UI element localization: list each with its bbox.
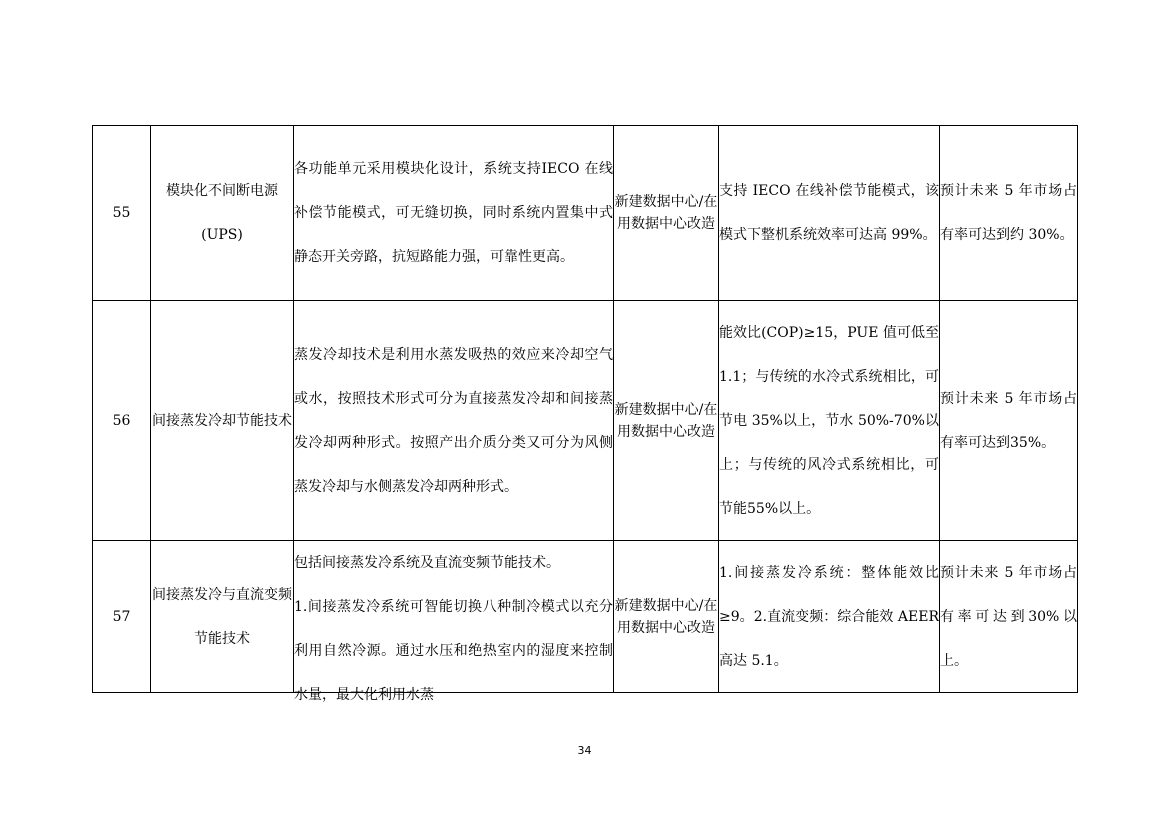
- technology-name: 间接蒸发冷却节能技术: [151, 301, 294, 541]
- description-line: 包括间接蒸发冷系统及直流变频节能技术。: [294, 555, 560, 571]
- market-forecast: 预计未来 5 年市场占有率可达到30%以上。: [940, 541, 1078, 693]
- table-row: [93, 126, 1078, 301]
- row-number: 57: [93, 541, 151, 693]
- row-number: 55: [93, 126, 151, 301]
- table-row: [93, 541, 1078, 693]
- application-scenario: 新建数据中心/在用数据中心改造: [614, 541, 719, 693]
- market-forecast: 预计未来 5 年市场占有率可达到约 30%。: [940, 126, 1078, 301]
- market-forecast: 预计未来 5 年市场占有率可达到35%。: [940, 301, 1078, 541]
- technology-description: [294, 541, 614, 703]
- performance-indicator: 支持 IECO 在线补偿节能模式，该模式下整机系统效率可达高 99%。: [719, 126, 940, 301]
- performance-indicator: 能效比(COP)≥15，PUE 值可低至 1.1；与传统的水冷式系统相比，可节电 35%以上，节水 50%-70%以上；与传统的风冷式系统相比，可节能55%以上。: [719, 301, 940, 541]
- performance-indicator: 1.间接蒸发冷系统：整体能效比≥9。2.直流变频：综合能效 AEER 高达 5.1。: [719, 541, 940, 693]
- technology-description: 蒸发冷却技术是利用水蒸发吸热的效应来冷却空气或水，按照技术形式可分为直接蒸发冷却和间接蒸发冷却两种形式。按照产出介质分类又可分为风侧蒸发冷却与水侧蒸发冷却两种形式。: [294, 301, 614, 541]
- technology-table: [92, 125, 1078, 703]
- application-scenario: 新建数据中心/在用数据中心改造: [614, 301, 719, 541]
- row-number: 56: [93, 301, 151, 541]
- technology-name: 模块化不间断电源(UPS): [151, 126, 294, 301]
- description-clip: [294, 541, 613, 703]
- table-row: [93, 301, 1078, 541]
- description-line: 1.间接蒸发冷系统可智能切换八种制冷模式以充分利用自然冷源。通过水压和绝热室内的湿度来控制水量，最大化利用水蒸: [294, 599, 613, 703]
- application-scenario: 新建数据中心/在用数据中心改造: [614, 126, 719, 301]
- technology-name: 间接蒸发冷与直流变频节能技术: [151, 541, 294, 693]
- page-number: 34: [577, 744, 592, 757]
- technology-description: 各功能单元采用模块化设计，系统支持IECO 在线补偿节能模式，可无缝切换，同时系统内置集中式静态开关旁路，抗短路能力强，可靠性更高。: [294, 126, 614, 301]
